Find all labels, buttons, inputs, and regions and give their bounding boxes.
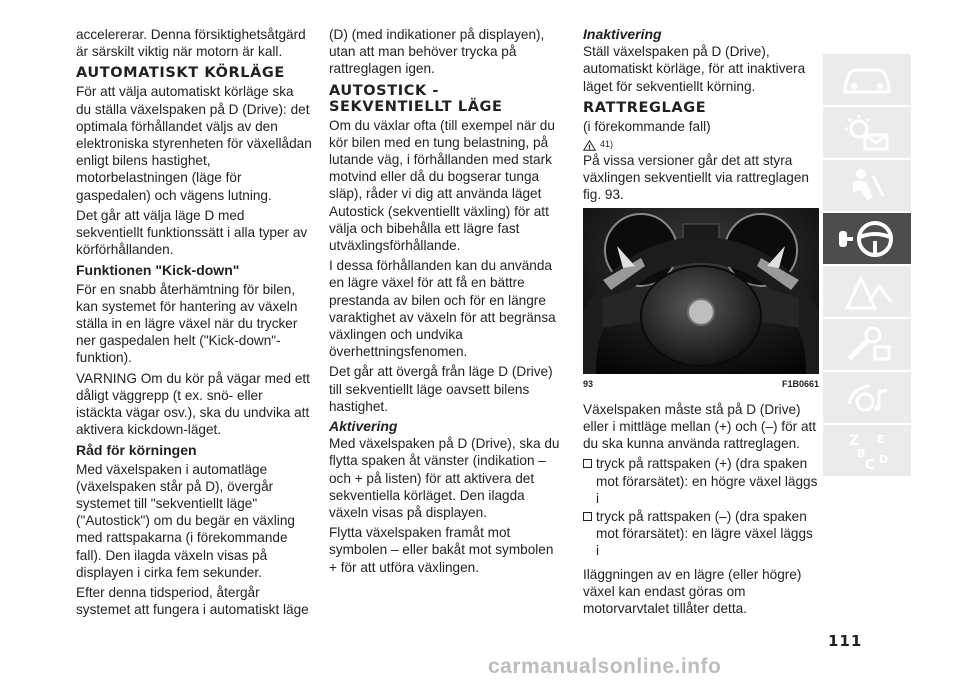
figure-caption — [583, 376, 819, 393]
list-item — [583, 455, 819, 507]
paragraph: Växelspaken måste stå på D (Drive) eller i mittläge mellan (+) och (–) för att du ska kunna använda rattreglagen. — [583, 401, 817, 452]
svg-text:B: B — [857, 446, 866, 460]
warning-lights-icon — [839, 113, 895, 153]
warning-ref-number: 41) — [600, 139, 614, 150]
svg-text:D: D — [879, 452, 889, 466]
chapter-tab-maintenance[interactable] — [823, 319, 911, 370]
chapter-tab-car[interactable] — [823, 54, 911, 105]
service-wrench-icon — [839, 325, 895, 365]
steering-wheel-icon — [835, 217, 899, 261]
list-item-text: tryck på rattspaken (+) (dra spaken mot förarsätet): en högre växel läggs i — [596, 456, 818, 506]
warning-triangle-icon — [583, 140, 596, 151]
chapter-tab-index[interactable] — [823, 425, 911, 476]
svg-text:C: C — [865, 457, 875, 473]
section-heading-automatic: AUTOMATISKT KÖRLÄGE — [76, 65, 285, 82]
paragraph: Flytta växelspaken framåt mot symbolen – eller bakåt mot symbolen + för att utföra växlingen. — [329, 525, 554, 575]
subheading-kickdown: Funktionen "Kick-down" — [76, 262, 240, 279]
paragraph: För att välja automatiskt körläge ska du ställa växelspaken på D (Drive): det optimala förhållandet väljs av den elektroniska styrenheten för växellådan enligt bilens hastighet, motorbelastningen (läge för gaspedalen) och vägens lutning. — [76, 84, 312, 203]
svg-text:!: ! — [587, 142, 592, 151]
svg-text:E: E — [877, 432, 885, 446]
paragraph: För en snabb återhämtning för bilen, kan systemet för hantering av växeln ställa in en lägre växel när du trycker ner gaspedalen helt ("Kick-down"-funktion). — [76, 281, 298, 366]
subheading-activation: Aktivering — [329, 418, 398, 435]
paragraph: På vissa versioner går det att styra växlingen sekventiellt via rattreglagen fig. 93. — [583, 153, 809, 203]
paragraph: Iläggningen av en lägre (eller högre) växel kan endast göras om motorvarvtalet tillåter detta. — [583, 566, 802, 617]
car-icon — [839, 62, 895, 98]
chapter-tab-emergency[interactable] — [823, 266, 911, 317]
steering-wheel-photo — [583, 208, 819, 374]
paragraph: (i förekommande fall) — [583, 118, 711, 134]
paragraph: Om du växlar ofta (till exempel när du kör bilen med en tung belastning, på lutande väg, i förhållanden med stark motvind eller då du bogserar tunga släp), råder vi dig att använda läget Autostick (sekventiellt växling) för att välja och bibehålla ett lägre fast utväxlingsförhållande. — [329, 117, 555, 254]
chapter-tab-safety[interactable] — [823, 160, 911, 211]
subheading-driving-tips: Råd för körningen — [76, 442, 197, 459]
footer-watermark: carmanualsonline.info — [488, 655, 722, 678]
checkbox-bullet-icon — [583, 512, 592, 521]
paragraph: Det går att välja läge D med sekventiellt funktionssätt i alla typer av körförhållanden. — [76, 207, 308, 258]
chapter-tab-driving[interactable] — [823, 213, 911, 264]
index-letters-icon — [839, 429, 895, 473]
warning-paragraph: VARNING Om du kör på vägar med ett dåligt väggrepp (t ex. snö- eller istäckta vägar osv.), ska du undvika att aktivera kickdown-läget. — [76, 370, 310, 438]
multimedia-icon — [839, 378, 895, 418]
column-1 — [76, 26, 312, 622]
chapter-tab-technical[interactable] — [823, 372, 911, 423]
paragraph: (D) (med indikationer på displayen), utan att man behöver trycka på rattreglagen igen. — [329, 27, 545, 77]
figure-number: 93 — [583, 378, 594, 389]
chapter-tab-warning-lights[interactable] — [823, 107, 911, 158]
column-3 — [583, 26, 819, 620]
warning-reference — [583, 138, 819, 152]
paragraph: Efter denna tidsperiod, återgår systemet att fungera i automatiskt läge — [76, 585, 309, 618]
checkbox-bullet-icon — [583, 459, 592, 468]
chapter-sidebar — [823, 54, 911, 478]
paragraph: Med växelspaken i automatläge (växelspaken står på D), övergår systemet till "sekventiellt läge" ("Autostick") om du begär en växling med rattspakarna (i förekommande fall). Den ilagda växeln visas på displayen i cirka fem sekunder. — [76, 461, 295, 580]
section-heading-autostick: AUTOSTICK - SEKVENTIELLT LÄGE — [329, 82, 503, 115]
paragraph: I dessa förhållanden kan du använda en lägre växel för att få en bättre prestanda av bilen och för en längre varaktighet av växeln för att begränsa växlingen och undvika överhettningsfenomen. — [329, 258, 556, 360]
subheading-deactivation: Inaktivering — [583, 26, 662, 42]
road-warning-icon — [839, 272, 895, 312]
paragraph: Det går att övergå från läge D (Drive) till sekventiellt läge oavsett bilens hastighet. — [329, 364, 553, 414]
airbag-safety-icon — [839, 166, 895, 206]
list-item — [583, 508, 819, 560]
paragraph: accelererar. Denna försiktighetsåtgärd är särskilt viktig när motorn är kall. — [76, 27, 306, 60]
page-number: 111 — [828, 632, 863, 650]
figure-code: F1B0661 — [781, 378, 819, 389]
svg-text:Z: Z — [849, 432, 860, 449]
figure-steering-wheel — [583, 208, 819, 374]
section-heading-steering-controls: RATTREGLAGE — [583, 99, 707, 116]
column-2 — [329, 26, 565, 579]
paragraph: Ställ växelspaken på D (Drive), automatiskt körläge, för att inaktivera läget för sekventiellt körning. — [583, 44, 806, 94]
list-item-text: tryck på rattspaken (–) (dra spaken mot förarsätet): en lägre växel läggs i — [596, 509, 813, 559]
paragraph: Med växelspaken på D (Drive), ska du flytta spaken åt vänster (indikation – och + på listen) för att aktivera det sekventiella körläget. Den ilagda växeln visas på displayen. — [329, 436, 560, 521]
